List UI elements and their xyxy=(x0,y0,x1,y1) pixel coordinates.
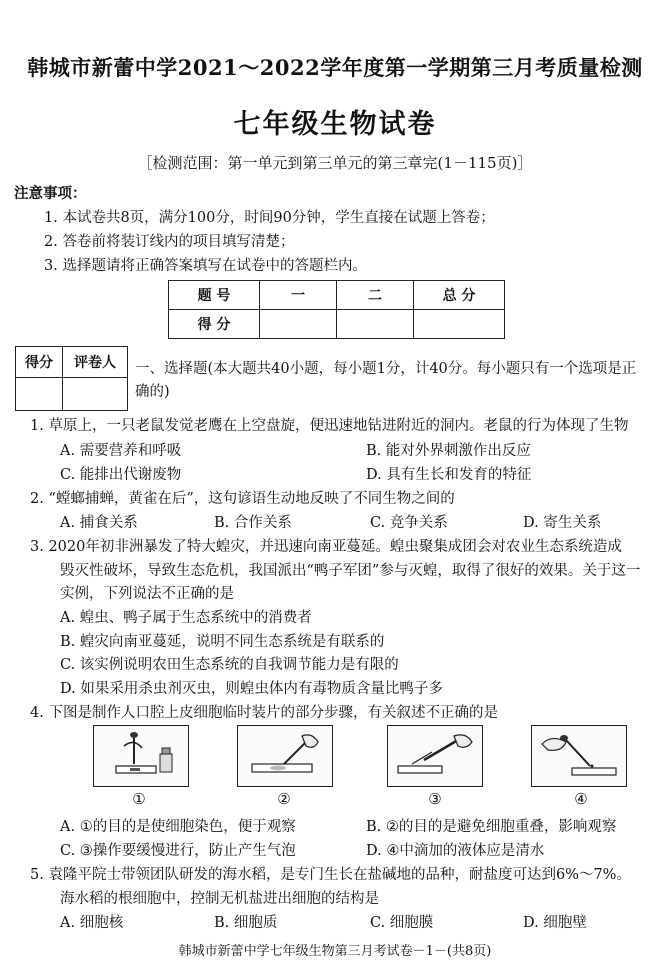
cover-slip-illustration xyxy=(388,726,482,786)
question-stem: 2. “螳螂捕蝉，黄雀在后”，这句谚语生动地反映了不同生物之间的 xyxy=(30,491,455,507)
figure-label: ④ xyxy=(574,790,588,808)
figure-step-2 xyxy=(237,725,333,787)
option-c[interactable]: C. 细胞膜 xyxy=(370,915,434,931)
score-table-header: 二 xyxy=(337,281,414,310)
question-stem: 1. 草原上，一只老鼠发觉老鹰在上空盘旋，便迅速地钻进附近的洞内。老鼠的行为体现了生物 xyxy=(30,418,629,434)
option-b[interactable]: B. 能对外界刺激作出反应 xyxy=(366,443,531,459)
figure-step-1 xyxy=(93,725,189,787)
option-d[interactable]: D. 细胞壁 xyxy=(523,915,587,931)
option-c[interactable]: C. ③操作要缓慢进行，防止产生气泡 xyxy=(60,843,296,859)
exam-header-title: 韩城市新蕾中学2021～2022学年度第一学期第三月考质量检测 xyxy=(27,55,643,80)
question-stem-cont: 毁灭性破坏，导致生态危机，我国派出“鸭子军团”参与灭蝗，取得了很好的效果。关于这一 xyxy=(60,563,641,579)
grader-table-score-label: 得分 xyxy=(16,347,63,378)
exam-scope: ［检测范围：第一单元到第三单元的第三章完(1－115页)］ xyxy=(137,154,533,172)
notes-item: 3. 选择题请将正确答案填写在试卷中的答题栏内。 xyxy=(44,258,367,274)
option-d[interactable]: D. 如果采用杀虫剂灭虫，则蝗虫体内有毒物质含量比鸭子多 xyxy=(60,681,443,697)
question-stem-cont: 实例，下列说法不正确的是 xyxy=(60,586,234,602)
figure-step-3 xyxy=(387,725,483,787)
section-heading-cont: 确的) xyxy=(135,384,170,400)
option-d[interactable]: D. 具有生长和发育的特征 xyxy=(366,467,532,483)
figure-label: ① xyxy=(132,790,146,808)
notes-item: 2. 答卷前将装订线内的项目填写清楚； xyxy=(44,234,295,250)
option-a[interactable]: A. 细胞核 xyxy=(60,915,124,931)
option-c[interactable]: C. 竞争关系 xyxy=(370,515,448,531)
option-d[interactable]: D. 寄生关系 xyxy=(523,515,602,531)
question-stem: 5. 袁隆平院士带领团队研发的海水稻，是专门生长在盐碱地的品种，耐盐度可达到6%～7%。 xyxy=(30,867,631,883)
option-b[interactable]: B. ②的目的是避免细胞重叠，影响观察 xyxy=(366,819,617,835)
score-table-header: 题 号 xyxy=(169,281,260,310)
section-heading: 一、选择题(本大题共40小题，每小题1分，计40分。每小题只有一个选项是正 xyxy=(135,361,637,377)
option-a[interactable]: A. ①的目的是使细胞染色，便于观察 xyxy=(60,819,296,835)
option-c[interactable]: C. 该实例说明农田生态系统的自我调节能力是有限的 xyxy=(60,657,399,673)
option-c[interactable]: C. 能排出代谢废物 xyxy=(60,467,182,483)
option-d[interactable]: D. ④中滴加的液体应是清水 xyxy=(366,843,545,859)
figure-label: ③ xyxy=(428,790,442,808)
score-table xyxy=(168,280,505,339)
score-table-header: 一 xyxy=(260,281,337,310)
option-a[interactable]: A. 捕食关系 xyxy=(60,515,138,531)
option-b[interactable]: B. 合作关系 xyxy=(214,515,292,531)
score-cell[interactable] xyxy=(337,310,414,339)
option-a[interactable]: A. 蝗虫、鸭子属于生态系统中的消费者 xyxy=(60,610,312,626)
score-table-header: 总 分 xyxy=(414,281,505,310)
grader-name-cell[interactable] xyxy=(63,378,128,411)
option-b[interactable]: B. 细胞质 xyxy=(214,915,278,931)
notes-item: 1. 本试卷共8页，满分100分，时间90分钟，学生直接在试题上答卷； xyxy=(44,210,495,226)
figure-label: ② xyxy=(277,790,291,808)
score-table-row-label: 得 分 xyxy=(169,310,260,339)
staining-illustration xyxy=(94,726,188,786)
grader-score-cell[interactable] xyxy=(16,378,63,411)
question-stem: 3. 2020年初非洲暴发了特大蝗灾，并迅速向南亚蔓延。蝗虫聚集成团会对农业生态系统造成 xyxy=(30,539,622,555)
spreading-illustration xyxy=(238,726,332,786)
grader-table xyxy=(15,346,128,411)
exam-subject-title: 七年级生物试卷 xyxy=(233,109,437,140)
score-cell[interactable] xyxy=(260,310,337,339)
grader-table-grader-label: 评卷人 xyxy=(63,347,128,378)
option-b[interactable]: B. 蝗灾向南亚蔓延，说明不同生态系统是有联系的 xyxy=(60,634,385,650)
question-stem-cont: 海水稻的根细胞中，控制无机盐进出细胞的结构是 xyxy=(60,891,379,907)
question-stem: 4. 下图是制作人口腔上皮细胞临时装片的部分步骤，有关叙述不正确的是 xyxy=(30,705,498,721)
dropping-illustration xyxy=(532,726,626,786)
notes-heading: 注意事项： xyxy=(14,185,87,202)
figure-step-4 xyxy=(531,725,627,787)
option-a[interactable]: A. 需要营养和呼吸 xyxy=(60,443,182,459)
score-cell[interactable] xyxy=(414,310,505,339)
page-footer: 韩城市新蕾中学七年级生物第三月考试卷－1－(共8页) xyxy=(178,944,492,959)
